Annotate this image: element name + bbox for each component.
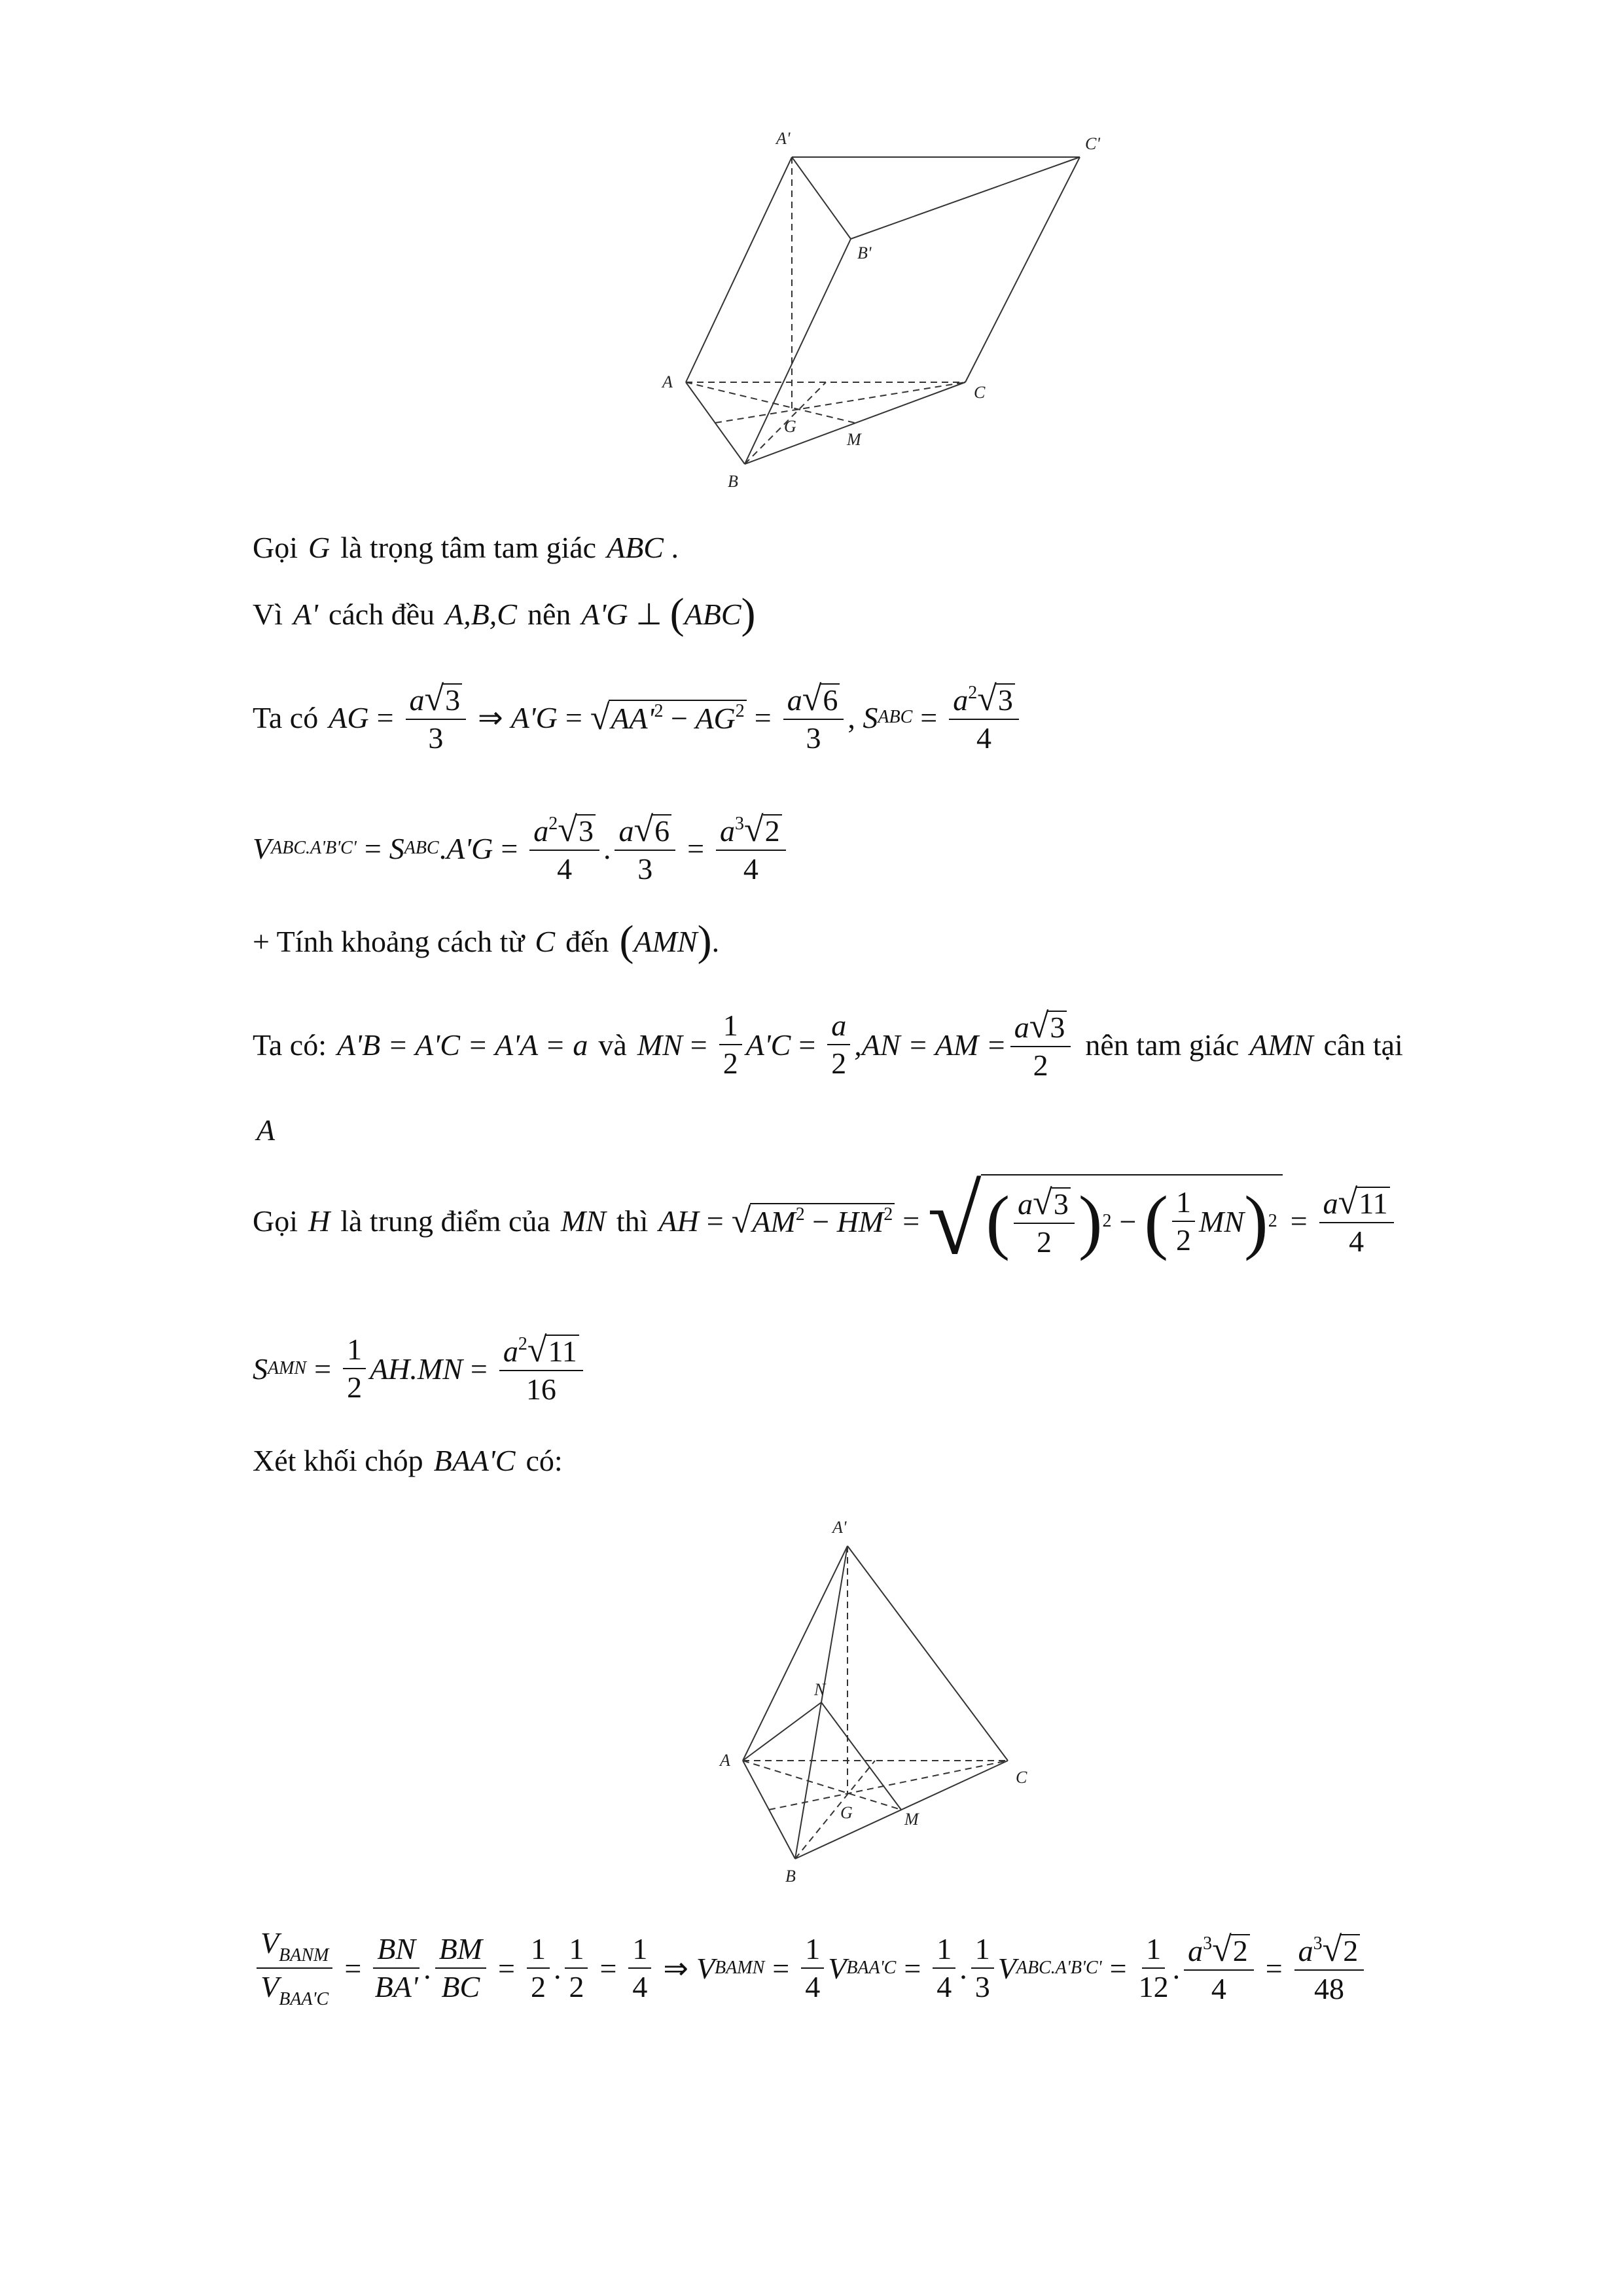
label-G: G <box>784 417 796 436</box>
line-centroid: Gọi G là trọng tâm tam giác ABC . <box>253 531 679 564</box>
label-B-prime: B' <box>857 243 872 262</box>
label-B: B <box>728 472 738 491</box>
label-M: M <box>904 1810 919 1829</box>
line-isosceles: Ta có: A'B = A'C = A'A = a và MN = $\frac{1}{2}$ A'C = $\frac{a}{2}$ ,AN = AM = $\frac{a√3}{2}$ nên tam giác AMN cân tại <box>253 1006 1403 1083</box>
label-C: C <box>974 383 986 402</box>
line-AH: Gọi H là trung điểm của MN thì AH = √ $AM^2 - HM^2$ = √ ( $\frac{a√3}{2}$ ) 2 − ( $\frac{1}{2}$ MN ) 2 = $\frac{a√11}{4}$ <box>253 1172 1398 1270</box>
label-B: B <box>785 1867 796 1886</box>
line-volume-ratio: $\frac{V_{BANM}}{V_{BAA'C}}$ = $\frac{BN}{BA'}$ . $\frac{BM}{BC}$ = $\frac{1}{2}$ . $\frac{1}{2}$ = $\frac{1}{4}$ ⇒ V BAMN = $\frac{1}{4}$ V BAA'C = $\frac{1}{4}$ . $\frac{1}{3}$ V ABC.A'B'C' = $\frac{1}{12}$ . $\frac{a^3√2}{4}$ = $\frac{a^3√2}{48}$ <box>253 1928 1368 2009</box>
label-A-prime: A' <box>832 1518 847 1537</box>
line-pyramid: Xét khối chóp BAA'C có: <box>253 1444 563 1477</box>
label-G: G <box>840 1803 853 1822</box>
line-vertex-A: A <box>257 1113 276 1147</box>
label-A: A <box>720 1751 730 1770</box>
line-volume-prism: V ABC.A'B'C' = S ABC . A'G = $\frac{a^2√3}{4}$ . $\frac{a√6}{3}$ = $\frac{a^3√2}{4}$ <box>253 812 790 886</box>
label-N: N <box>814 1680 826 1699</box>
line-distance-heading: + Tính khoảng cách từ C đến ( AMN ) . <box>253 917 720 965</box>
label-A: A <box>662 372 673 391</box>
line-area-AMN: S AMN = $\frac{1}{2}$ AH.MN = $\frac{a^2√11}{16}$ <box>253 1332 587 1406</box>
label-M: M <box>847 430 861 449</box>
line-AG: Ta có AG = $\frac{a√3}{3}$ ⇒ A'G = √ $AA'^2 - AG^2$ = $\frac{a√6}{3}$ , S ABC = $\frac{a^2√3}{4}$ <box>253 681 1023 755</box>
label-C: C <box>1016 1768 1027 1787</box>
tetrahedron-figure <box>707 1505 1073 1886</box>
label-C-prime: C' <box>1085 134 1100 153</box>
prism-figure <box>654 124 1113 504</box>
line-equidistant: Vì A' cách đều A,B,C nên A'G ⊥ ( ABC ) <box>253 590 756 637</box>
label-A-prime: A' <box>776 129 791 148</box>
